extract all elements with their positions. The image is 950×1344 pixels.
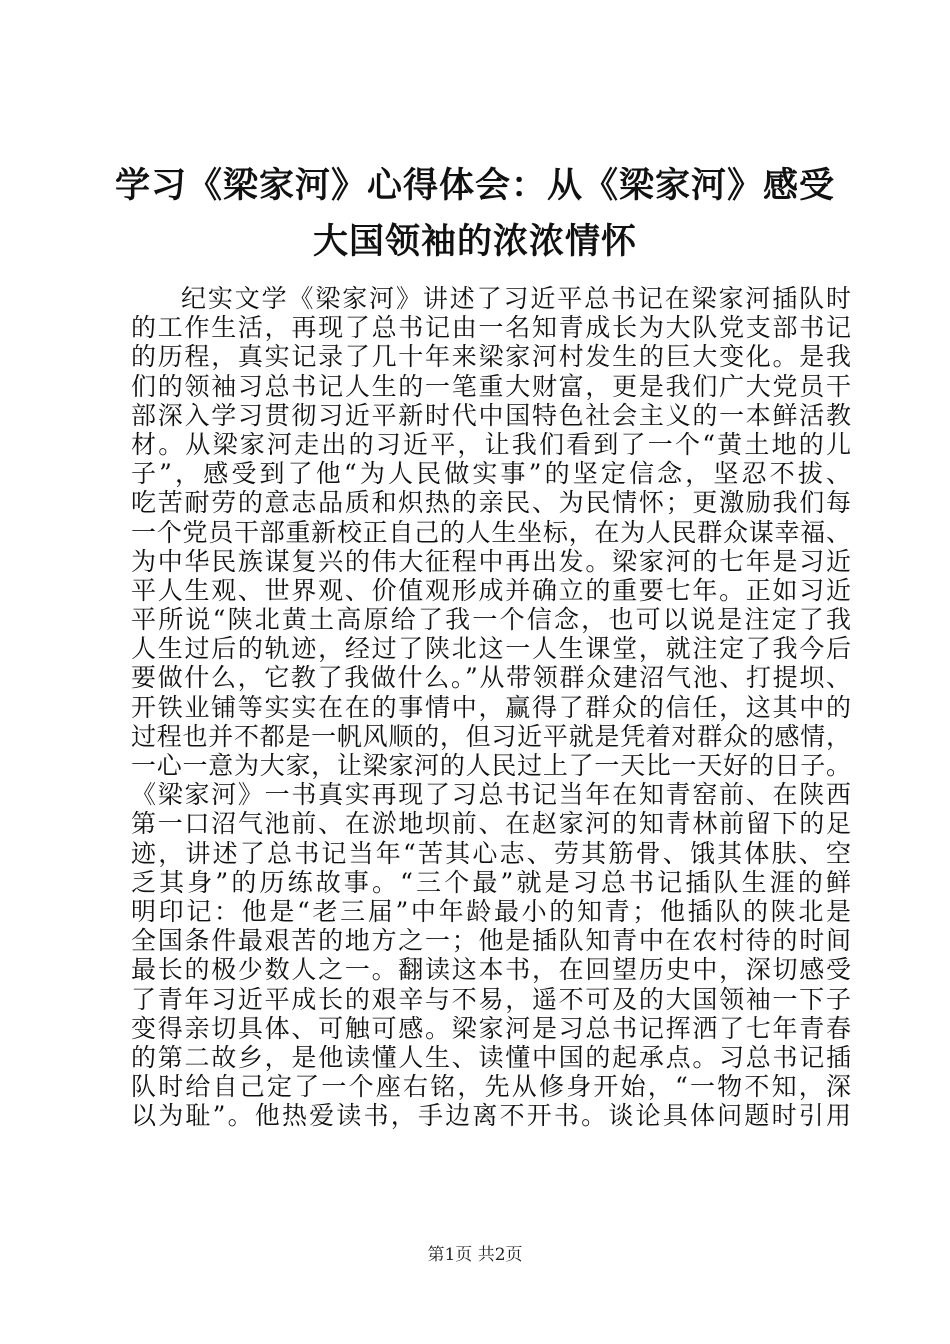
body-line: 乏其身”的历练故事。“三个最”就是习总书记插队生涯的鲜 [131,867,851,897]
body-line: 的历程，真实记录了几十年来梁家河村发生的巨大变化。是我 [131,342,851,372]
body-line: 《梁家河》一书真实再现了习总书记当年在知青窑前、在陕西 [131,780,851,810]
body-line: 最长的极少数人之一。翻读这本书，在回望历史中，深切感受 [131,955,851,985]
body-line: 们的领袖习总书记人生的一笔重大财富，更是我们广大党员干 [131,371,851,401]
body-line: 纪实文学《梁家河》讲述了习近平总书记在梁家河插队时 [181,284,851,313]
body-line: 开铁业铺等实实在在的事情中，赢得了群众的信任，这其中的 [131,692,851,722]
body-line: 平所说“陕北黄土高原给了我一个信念，也可以说是注定了我 [131,605,851,635]
body-line: 为中华民族谋复兴的伟大征程中再出发。梁家河的七年是习近 [131,546,851,576]
document-title-line-2: 大国领袖的浓浓情怀 [312,222,637,262]
body-line: 部深入学习贯彻习近平新时代中国特色社会主义的一本鲜活教 [131,400,851,430]
body-line: 以为耻”。他热爱读书，手边离不开书。谈论具体问题时引用 [131,1101,851,1131]
document-title-line-1: 学习《梁家河》心得体会：从《梁家河》感受 [114,166,835,206]
body-line: 的工作生活，再现了总书记由一名知青成长为大队党支部书记 [131,313,851,343]
body-line: 过程也并不都是一帆风顺的，但习近平就是凭着对群众的感情， [131,721,851,751]
body-line: 第一口沼气池前、在淤地坝前、在赵家河的知青林前留下的足 [131,809,851,839]
body-line: 明印记：他是“老三届”中年龄最小的知青；他插队的陕北是 [131,896,851,926]
body-line: 全国条件最艰苦的地方之一；他是插队知青中在农村待的时间 [131,926,851,956]
body-line: 了青年习近平成长的艰辛与不易，遥不可及的大国领袖一下子 [131,984,851,1014]
body-line: 吃苦耐劳的意志品质和炽热的亲民、为民情怀；更激励我们每 [131,488,851,518]
document-body [131,284,851,1130]
body-line: 队时给自己定了一个座右铭，先从修身开始，“一物不知，深 [131,1072,851,1102]
body-line: 一心一意为大家，让梁家河的人民过上了一天比一天好的日子。 [131,751,851,780]
body-line: 人生过后的轨迹，经过了陕北这一人生课堂，就注定了我今后 [131,634,851,664]
page-footer: 第1页 共2页 [427,1245,523,1265]
body-line: 要做什么，它教了我做什么。”从带领群众建沼气池、打提坝、 [131,663,851,693]
body-line: 材。从梁家河走出的习近平，让我们看到了一个“黄土地的儿 [131,429,851,459]
body-line: 变得亲切具体、可触可感。梁家河是习总书记挥洒了七年青春 [131,1013,851,1043]
body-line: 子”，感受到了他“为人民做实事”的坚定信念，坚忍不拔、 [131,459,851,489]
body-line: 平人生观、世界观、价值观形成并确立的重要七年。正如习近 [131,575,851,605]
body-line: 一个党员干部重新校正自己的人生坐标，在为人民群众谋幸福、 [131,517,851,547]
body-line: 迹，讲述了总书记当年“苦其心志、劳其筋骨、饿其体肤、空 [131,838,851,868]
body-line: 的第二故乡，是他读懂人生、读懂中国的起承点。习总书记插 [131,1042,851,1072]
